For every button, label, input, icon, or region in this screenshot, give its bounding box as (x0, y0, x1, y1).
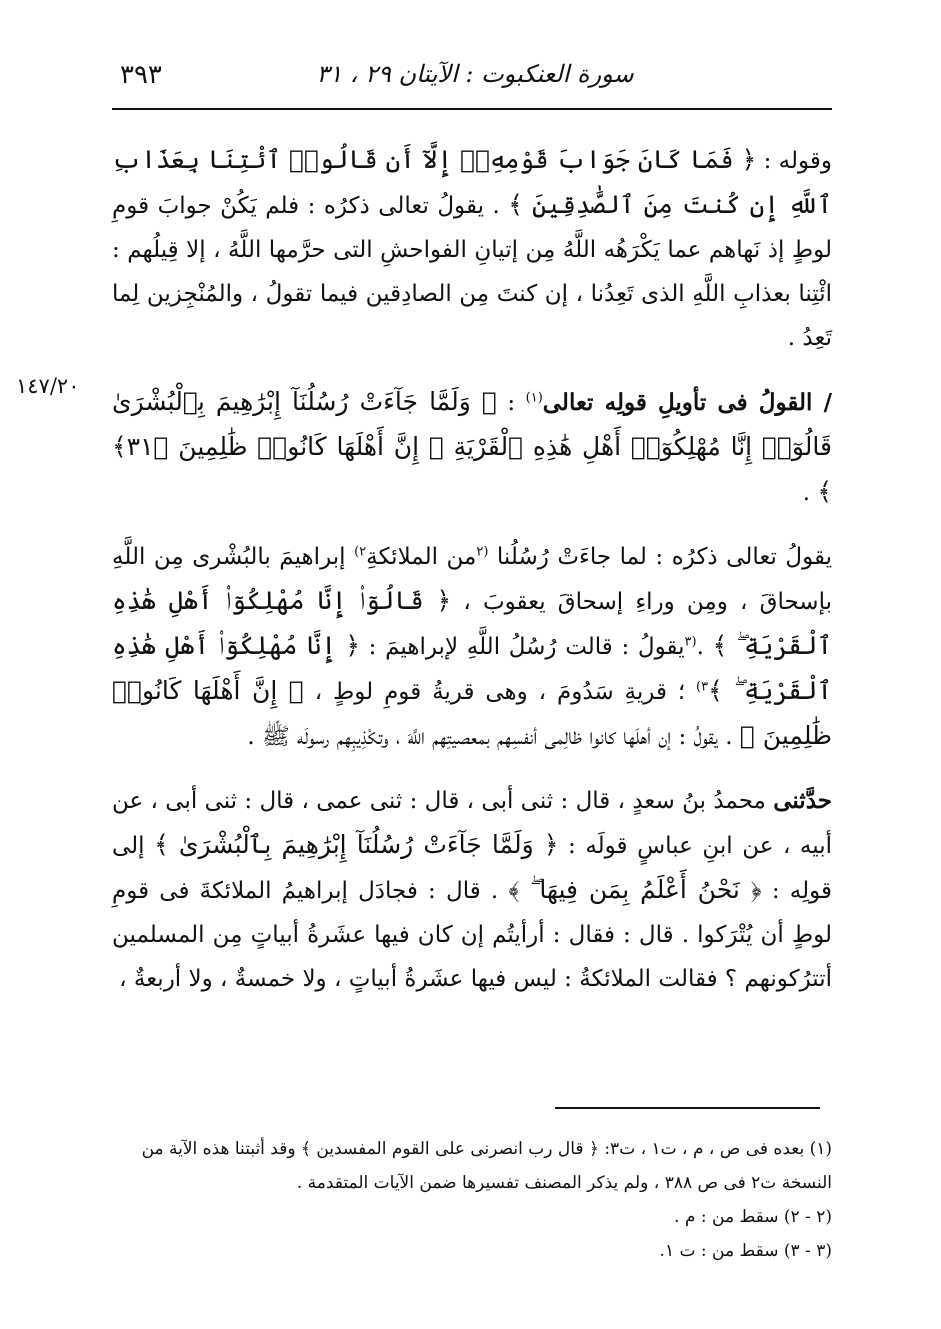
main-text (112, 138, 832, 1001)
text-run: محمدُ بنُ سعدٍ ، قال : ثنى أبى ، قال : ثنى عمى ، قال : ثنى أبى ، عن أبيه ، عن ابنِ عباسٍ قولَه : (112, 788, 832, 859)
text-run: . (696, 634, 713, 660)
text-run: . يقولُ تعالى ذكرُه : فلم يَكُنْ جوابَ قومِ لوطٍ إذ نَهاهم عما يَكْرَهُه اللَّهُ مِن إتيانِ الفواحشِ التى حرَّمها اللَّهُ ، إلا قِيلُهم : ائْتِنا بعذابِ اللَّهِ الذى تَعِدُنا ، إن كنتَ مِن الصادِقين فيما تقولُ ، والمُنْجِزين لِما تَعِدُ . (112, 193, 832, 351)
text-run: . (802, 480, 818, 506)
quran-quote: ﴿ فَمَا كَانَ جَوَابَ قَوْمِهِۦٓ إِلَّآ أَن قَالُوا۟ ٱئْتِنَا بِعَذَابِ ٱللَّهِ إِن كُنتَ مِنَ ٱلصَّٰدِقِينَ ﴾ (112, 145, 833, 219)
text-run: . يقولُ : إن أهلَها كانوا ظالِمى أنفسِهم بمعصيتِهم اللَّهَ ، وتكْذِيبِهم رسولَه ﷺ . (247, 724, 740, 750)
text-run: من الملائكةِ (366, 544, 477, 570)
text-run: وقوله : (756, 148, 832, 174)
text-run: يقولُ تعالى ذكرُه : لما جاءَتْ رُسُلُنا (488, 544, 832, 570)
paragraph-2 (112, 380, 832, 515)
quran-quote: ﴿ وَلَمَّا جَآءَتْ رُسُلُنَآ إِبْرَٰهِيمَ بِٱلْبُشْرَىٰ ﴾ (154, 830, 559, 859)
text-run: يقولُ : قالت رُسُلُ اللَّهِ لإبراهيمَ : (360, 634, 685, 660)
text-run: . قال : فجادَل إبراهيمُ الملائكةَ فى قومِ لوطٍ أن يُتْرَكوا . قال : فقال : أرأيتُم إن كان فيها عشَرةُ أبياتٍ مِن المسلمين أتترُكونهم ؟ فقالت الملائكةُ : ليس فيها عشَرةُ أبياتٍ ، ولا خمسةٌ ، ولا أربعةٌ ، (112, 878, 832, 992)
quran-quote: ﴿ قَالُوٓا۟ إِنَّا مُهْلِكُوٓا۟ أَهْلِ هَٰذِهِ ٱلْقَرْيَةِ ۖ ﴾ (112, 586, 833, 660)
header-rule (112, 108, 832, 110)
paragraph-3 (112, 535, 832, 759)
footnote-marker: (٢ (476, 544, 489, 560)
running-header-title: سورة العنكبوت : الآيتان ٢٩ ، ٣١ (316, 60, 634, 88)
text-run: إبراهيمَ بالبُشْرى مِن اللَّهِ بإسحاقَ ، ومِن وراءِ إسحاقَ يعقوبَ ، (112, 544, 832, 615)
margin-reference: ١٤٧/٢٠ (16, 374, 80, 398)
paragraph-1 (112, 138, 832, 360)
footnote: (١) بعده فى ص ، م ، ت١ ، ت٣: ﴿ قال رب انصرنى على القوم المفسدين ﴾ وقد أثبتنا هذه الآية من النسخة ت٢ فى ص ٣٨٨ ، ولم يذكر المصنف تفسيرها ضمن الآيات المتقدمة . (141, 1139, 832, 1193)
footnote-marker: ٢) (354, 544, 367, 560)
text-run: : (496, 390, 526, 416)
footnote-marker: (١) (525, 390, 543, 406)
footnote-marker: (٣ (684, 634, 697, 650)
footnotes (112, 1132, 832, 1268)
footnote-marker: ٣) (696, 679, 709, 695)
isnad-start: حدَّثنى (773, 787, 832, 814)
section-heading: / القولُ فى تأويلِ قولِه تعالى (542, 389, 832, 416)
quran-quote: ﴿ وَلَمَّا جَآءَتْ رُسُلُنَآ إِبْرَٰهِيمَ بِٱلْبُشْرَىٰ قَالُوٓا۟ إِنَّا مُهْلِكُوٓا۟ أَهْلِ هَٰذِهِ ٱلْقَرْيَةِ ۖ إِنَّ أَهْلَهَا كَانُوا۟ ظَٰلِمِينَ ﴿٣١﴾ ﴾ (112, 387, 832, 506)
quran-quote: ﴿ إِنَّ أَهْلَهَا كَانُوا۟ ظَٰلِمِينَ ﴾ (112, 676, 832, 750)
footnote: (٣ - ٣) سقط من : ت ١. (659, 1241, 832, 1261)
paragraph-4 (112, 779, 832, 1001)
footnote-rule (555, 1107, 820, 1109)
text-run: إلى قولِه : (112, 833, 833, 904)
text-run: ؛ قريةِ سَدُومَ ، وهى قريةُ قومِ لوطٍ ، (303, 679, 697, 705)
footnote: (٢ - ٢) سقط من : م . (674, 1207, 832, 1227)
page-number: ٣٩٣ (120, 60, 162, 90)
quran-quote: ﴿ نَحْنُ أَعْلَمُ بِمَن فِيهَا ۖ ﴾ (508, 875, 762, 904)
quran-quote: ﴿ إِنَّا مُهْلِكُوٓا۟ أَهْلِ هَٰذِهِ ٱلْقَرْيَةِ ۖ ﴾ (112, 631, 832, 705)
